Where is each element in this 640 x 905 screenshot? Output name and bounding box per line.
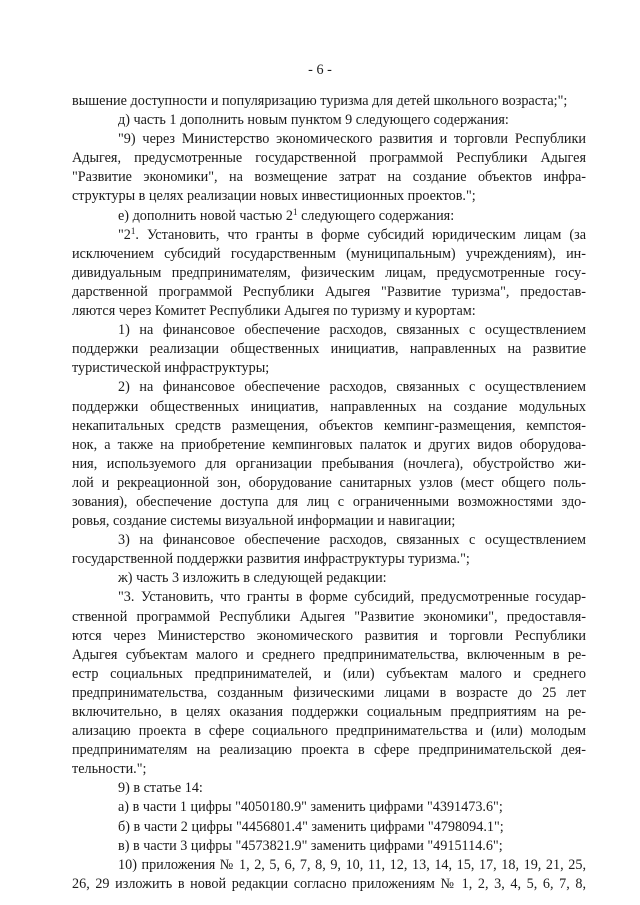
text-line: [72, 474, 586, 493]
text-line: [72, 588, 586, 607]
line-text: 10) приложения № 1, 2, 5, 6, 7, 8, 9, 10, 11, 12, 13, 14, 15, 17, 18, 19, 21, 25,: [118, 856, 586, 873]
line-text: ния, используемого для организации пребывания (ночлега), обустройство жи-: [72, 455, 586, 472]
text-line: [72, 398, 586, 417]
text-line: [72, 359, 586, 378]
line-text: включительно, в целях оказания поддержки социальным предприятиям на ре-: [72, 704, 586, 720]
line-text: "Развитие экономики", на возмещение затрат на создание объектов инфра-: [72, 169, 586, 186]
superscript: 1: [293, 206, 298, 217]
text-line: [72, 149, 586, 168]
line-text: 26, 29 изложить в новой редакции согласно приложениям № 1, 2, 3, 4, 5, 6, 7, 8,: [72, 875, 586, 892]
line-text: предпринимательства, созданным физическими лицами в возрасте до 25 лет: [72, 684, 586, 701]
line-text: 1) на финансовое обеспечение расходов, связанных с осуществлением: [118, 322, 586, 339]
line-text: а) в части 1 цифры "4050180.9" заменить цифрами "4391473.6";: [118, 799, 503, 816]
text-line: [72, 608, 586, 627]
line-text: туристической инфраструктуры;: [72, 360, 270, 377]
text-line: [72, 340, 586, 359]
text-line: [72, 130, 586, 149]
document-body: [72, 92, 586, 894]
text-line: [72, 207, 586, 226]
text-line: [72, 455, 586, 474]
text-line: [72, 722, 586, 741]
line-text: в) в части 3 цифры "4573821.9" заменить цифрами "4915114.6";: [118, 837, 503, 854]
text-line: [72, 378, 586, 397]
text-line: [72, 703, 586, 722]
text-line: [72, 92, 586, 111]
line-text: Адыгея субъектам малого и среднего предпринимательства, включенным в ре-: [72, 646, 586, 663]
line-text: 9) в статье 14:: [118, 780, 203, 797]
text-line: [72, 798, 586, 817]
page-number: - 6 -: [308, 62, 332, 78]
text-line: [72, 417, 586, 436]
line-text-tail: . Установить, что гранты в форме субсидий юридическим лицам (за: [135, 226, 586, 243]
line-text: лой и рекреационной зон, оборудование санитарных узлов (мест общего поль-: [72, 474, 586, 491]
text-line: [72, 550, 586, 569]
superscript: 1: [130, 225, 136, 236]
line-text: зования), обеспечение доступа для лиц с ограниченными возможностями здо-: [72, 493, 586, 510]
line-text: нок, а также на приобретение кемпинговых палаток и других видов оборудова-: [72, 436, 586, 453]
line-text-tail: следующего содержания:: [297, 207, 455, 224]
line-text: ляются через Комитет Республики Адыгея по туризму и курортам:: [72, 303, 476, 320]
text-line: [72, 569, 586, 588]
text-line: [72, 837, 586, 856]
line-text: ются через Министерство экономического развития и торговли Республики: [72, 627, 586, 644]
text-line: [72, 856, 586, 875]
text-line: [72, 321, 586, 340]
text-line: [72, 627, 586, 646]
line-text: дарственной программой Республики Адыгея "Развитие туризма", предостав-: [72, 283, 586, 300]
line-text: ализацию проекта в сфере социального предпринимательства и (или) молодым: [72, 723, 586, 740]
text-line: [72, 684, 586, 703]
line-text: Адыгея, предусмотренные государственной программой Республики Адыгея: [72, 150, 586, 167]
text-line: [72, 226, 586, 245]
line-text: "2: [118, 226, 131, 243]
text-line: [72, 760, 586, 779]
line-text: д) часть 1 дополнить новым пунктом 9 следующего содержания:: [118, 112, 509, 129]
line-text: дивидуальным предпринимателям, физическим лицам, предусмотренные госу-: [72, 264, 586, 281]
text-line: [72, 436, 586, 455]
text-line: [72, 818, 586, 837]
text-line: [72, 264, 586, 283]
line-text: 2) на финансовое обеспечение расходов, связанных с осуществлением: [118, 379, 586, 396]
line-text: ж) часть 3 изложить в следующей редакции:: [118, 570, 387, 587]
text-line: [72, 531, 586, 550]
text-line: [72, 283, 586, 302]
text-line: [72, 779, 586, 798]
line-text: исключением субсидий государственным (муниципальным) учреждениям), ин-: [72, 245, 586, 262]
line-text: тельности.";: [72, 761, 147, 778]
line-text: вышение доступности и популяризацию туризма для детей школьного возраста;";: [72, 93, 568, 109]
line-text: "9) через Министерство экономического развития и торговли Республики: [118, 131, 586, 148]
text-line: [72, 512, 586, 531]
line-text: структуры в целях реализации новых инвестиционных проектов.";: [72, 188, 476, 205]
line-text: государственной поддержки развития инфраструктуры туризма.";: [72, 551, 470, 568]
text-line: [72, 168, 586, 187]
text-line: [72, 111, 586, 130]
line-text: ственной программой Республики Адыгея "Развитие экономики", предоставля-: [72, 608, 586, 625]
text-line: [72, 646, 586, 665]
line-text: ровья, создание системы визуальной информации и навигации;: [72, 513, 456, 530]
text-line: [72, 187, 586, 206]
line-text: предпринимателям на реализацию проекта в сфере предпринимательской дея-: [72, 742, 586, 759]
text-line: [72, 665, 586, 684]
line-text: "3. Установить, что гранты в форме субсидий, предусмотренные государ-: [118, 589, 586, 606]
text-line: [72, 245, 586, 264]
line-text: некапитальных средств размещения, объектов кемпинг-размещения, кемпстоя-: [72, 417, 586, 434]
text-line: [72, 741, 586, 760]
line-text: поддержки реализации общественных инициатив, направленных на развитие: [72, 341, 586, 358]
line-text: б) в части 2 цифры "4456801.4" заменить цифрами "4798094.1";: [118, 818, 504, 835]
line-text: поддержки общественных инициатив, направленных на создание модульных: [72, 398, 586, 415]
text-line: [72, 302, 586, 321]
line-text: е) дополнить новой частью 2: [118, 207, 294, 224]
line-text: естр социальных предпринимателей, и (или) субъектам малого и среднего: [72, 665, 586, 682]
text-line: [72, 875, 586, 894]
line-text: 3) на финансовое обеспечение расходов, связанных с осуществлением: [118, 532, 586, 549]
text-line: [72, 493, 586, 512]
